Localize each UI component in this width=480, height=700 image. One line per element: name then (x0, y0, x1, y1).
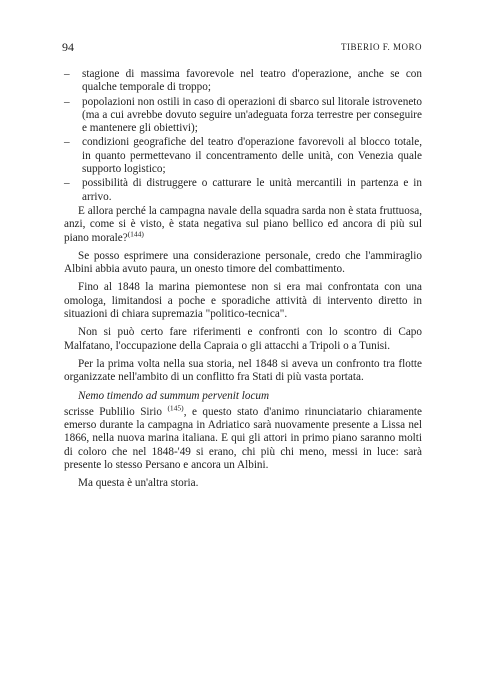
list-dash: – (64, 95, 70, 108)
list-item-text: stagione di massima favorevole nel teatro d'operazione, anche se con qualche temporale di troppo; (82, 68, 422, 94)
list-item (64, 136, 422, 176)
paragraph: Per la prima volta nella sua storia, nel 1848 si aveva un confronto tra flotte organizzate nell'ambito di un conflitto fra Stati di più vasta portata. (64, 357, 422, 384)
list-item-text: condizioni geografiche del teatro d'operazione favorevoli al blocco totale, in quanto permettevano il concentramento delle unità, con Venezia quale supporto logistico; (82, 136, 422, 176)
footnote-ref: (145) (167, 403, 184, 413)
list-item (64, 68, 422, 95)
list-item-text: popolazioni non ostili in caso di operazioni di sbarco sul litorale istroveneto (ma a cui avrebbe dovuto seguire un'adeguata forza terrestre per conseguire e mantenere gli obiettivi); (82, 95, 422, 135)
list-dash: – (64, 68, 70, 80)
paragraph: Se posso esprimere una considerazione personale, credo che l'ammiraglio Albini abbia avuto paura, un onesto timore del combattimento. (64, 249, 422, 276)
latin-quote: Nemo timendo ad summum pervenit locum (78, 389, 270, 402)
paragraph-text: , e questo stato d'animo rinunciatario chiaramente emerso durante la campagna in Adriatico sarà nuovamente presente a Lissa nel 1866, nella nuova marina italiana. E qui gli attori in primo piano saranno molti di coloro che nel 1848-'49 si erano, chi più chi meno, messi in luce: sarà presente lo stesso Persano e ancora un Albini. (64, 405, 422, 472)
paragraph: Ma questa è un'altra storia. (78, 477, 199, 490)
paragraph-text: E allora perché la campagna navale della squadra sarda non è stata fruttuosa, anzi, come si è visto, è stata negativa sul piano bellico ed ancora di più sul piano morale? (64, 204, 422, 244)
paragraph (64, 403, 422, 472)
paragraph (64, 205, 422, 245)
paragraph: Non si può certo fare riferimenti e confronti con lo scontro di Capo Malfatano, l'occupazione della Capraia o gli attacchi a Tripoli o a Tunisi. (64, 326, 422, 352)
running-head: TIBERIO F. MORO (340, 42, 422, 52)
list-item (64, 177, 422, 204)
body-text (64, 68, 422, 496)
paragraph: Fino al 1848 la marina piemontese non si era mai confrontata con una omologa, limitandosi a poche e sporadiche attività di intervento diretto in situazioni di chiara supremazia "politico-tecnica". (64, 281, 422, 321)
footnote-ref: (144) (127, 228, 144, 238)
conditions-list (64, 68, 422, 204)
list-dash: – (64, 177, 70, 190)
list-item (64, 96, 422, 136)
paragraph-text: scrisse Publilio Sirio (64, 405, 162, 418)
page-number: 94 (62, 40, 74, 54)
list-item-text: possibilità di distruggere o catturare le unità mercantili in partenza e in arrivo. (82, 177, 422, 203)
list-dash: – (64, 136, 70, 149)
